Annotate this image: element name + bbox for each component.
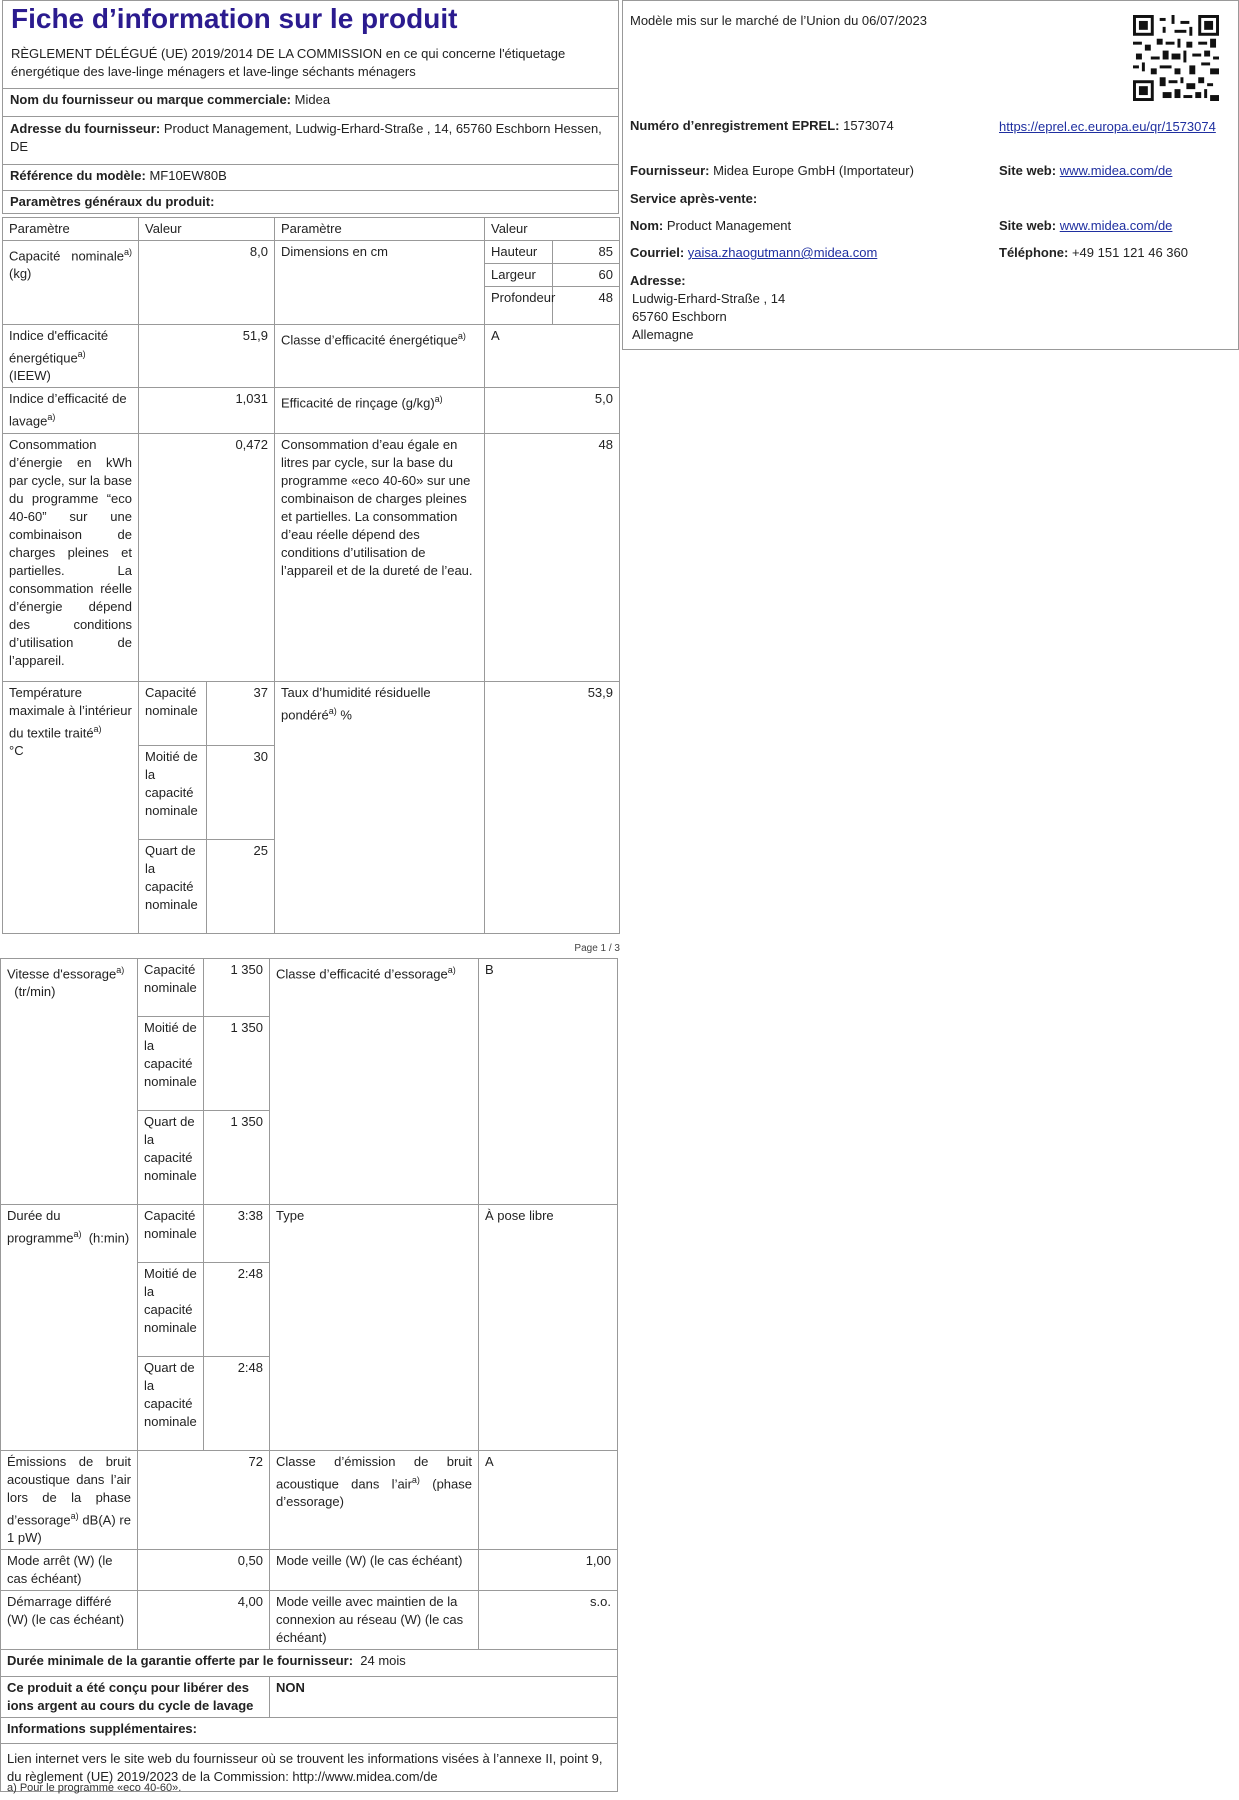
table-row [1, 1205, 618, 1263]
width-label: Largeur [485, 264, 553, 287]
load-quarter: Quart de la capacité nominale [139, 839, 207, 933]
load-half: Moitié de la capacité nominale [138, 1263, 204, 1357]
spin-half: 1 350 [204, 1017, 270, 1111]
water-cons-value: 48 [485, 433, 620, 681]
regulation-text: RÈGLEMENT DÉLÉGUÉ (UE) 2019/2014 DE LA COMMISSION en ce qui concerne l'étiquetage énergétique des lave-linge ménagers et lave-linge séchants ménagers [11, 46, 566, 79]
model-ref-row [3, 164, 618, 190]
load-full: Capacité nominale [138, 1205, 204, 1263]
model-ref-label: Référence du modèle: [10, 168, 146, 183]
supplier-address: Product Management, Ludwig-Erhard-Straße , 14, 65760 Eschborn Hessen, DE [10, 121, 602, 154]
height-value: 85 [553, 241, 620, 264]
website-link[interactable]: www.midea.com/de [1059, 163, 1173, 178]
type-value: À pose libre [479, 1205, 618, 1451]
duration-full: 3:38 [204, 1205, 270, 1263]
noise-class-label: Classe d’émission de bruit acoustique dans l’air [276, 1454, 472, 1492]
standby-value: 1,00 [479, 1550, 618, 1591]
spin-quarter: 1 350 [204, 1111, 270, 1205]
params-table-1 [2, 217, 620, 934]
supplier-address-label: Adresse du fournisseur: [10, 121, 161, 136]
rinsing-value: 5,0 [485, 388, 620, 433]
spin-unit: (tr/min) [14, 984, 56, 1000]
width-value: 60 [553, 264, 620, 287]
temp-half: 30 [207, 745, 275, 839]
eprel-row [630, 118, 1000, 133]
energy-class-label: Classe d’efficacité énergétique [281, 332, 458, 348]
eei-value: 51,9 [139, 325, 275, 388]
aftersales-label: Service après-vente: [630, 191, 758, 206]
eei-sub: (IEEW) [9, 368, 51, 384]
supplier-name-label: Nom du fournisseur ou marque commerciale: [10, 92, 292, 107]
temp-quarter: 25 [207, 839, 275, 933]
supplier-name-row [3, 88, 618, 116]
supplier-address-row [3, 116, 618, 164]
eprel-number: 1573074 [843, 118, 894, 133]
network-value: s.o. [479, 1591, 618, 1650]
supplier-value: Midea Europe GmbH (Importateur) [713, 163, 914, 178]
general-params-label: Paramètres généraux du produit: [10, 194, 215, 209]
footnote-marker: a) [123, 247, 132, 257]
warranty-label: Durée minimale de la garantie offerte par le fournisseur: [7, 1653, 354, 1669]
noise-class-cell [270, 1451, 479, 1550]
spin-class-cell [270, 959, 479, 1205]
off-value: 0,50 [138, 1550, 270, 1591]
type-label: Type [270, 1205, 479, 1451]
phone-value: +49 151 121 46 360 [1071, 245, 1188, 260]
energy-class-cell [275, 325, 485, 388]
washing-index-label: Indice d’efficacité de lavage [9, 391, 127, 429]
network-label: Mode veille avec maintien de la connexion au réseau (W) (le cas échéant) [270, 1591, 479, 1650]
market-date: Modèle mis sur le marché de l’Union du 06/07/2023 [630, 13, 928, 28]
table-row [3, 388, 620, 433]
name-row [630, 218, 1000, 233]
humidity-cell [275, 681, 485, 933]
table-row [3, 241, 620, 264]
load-quarter: Quart de la capacité nominale [138, 1357, 204, 1451]
footnote-marker: a) [328, 705, 337, 716]
energy-class-value: A [485, 325, 620, 388]
duration-unit: (h:min) [88, 1230, 130, 1246]
energy-cons-value: 0,472 [139, 433, 275, 681]
spin-class-value: B [479, 959, 618, 1205]
eprel-link[interactable]: https://eprel.ec.europa.eu/qr/1573074 [999, 119, 1216, 134]
noise-class-value: A [479, 1451, 618, 1550]
capacity-cell [3, 241, 139, 325]
email-row [630, 245, 1000, 260]
duration-cell [1, 1205, 138, 1451]
water-cons-label: Consommation d’eau égale en litres par cycle, sur la base du programme «eco 40-60» sur une combinaison de charges pleines et partielles. La consommation d’eau réelle dépend des conditions d’utilisation de l’appareil et de la dureté de l’eau. [275, 433, 485, 681]
load-full: Capacité nominale [138, 959, 204, 1017]
capacity-value: 8,0 [139, 241, 275, 325]
params-table-2 [0, 958, 618, 1792]
table-row [1, 1591, 618, 1650]
page-number: Page 1 / 3 [574, 943, 620, 954]
max-temp-cell [3, 681, 139, 933]
supplier-link-text: Lien internet vers le site web du fournisseur où se trouvent les informations visées à l’annexe II, point 9, du règlement (UE) 2019/2023 de la Commission: http://www.midea.com/de [1, 1744, 618, 1792]
table-row [3, 433, 620, 681]
eprel-label: Numéro d’enregistrement EPREL: [630, 118, 840, 133]
noise-unit: dB(A) re 1 pW) [7, 1512, 131, 1546]
header-block [2, 0, 619, 214]
table-header-row [3, 218, 620, 241]
website-link-2[interactable]: www.midea.com/de [1059, 218, 1173, 233]
depth-value: 48 [553, 287, 620, 325]
phone-row [999, 245, 1234, 260]
footnote-marker: a) [447, 965, 456, 975]
address-line-2: 65760 Eschborn [632, 309, 727, 324]
footnote-marker: a) [434, 394, 443, 405]
footnote-marker: a) [93, 723, 102, 734]
registration-box [622, 0, 1239, 350]
col-value-2: Valeur [485, 218, 620, 241]
website-label: Site web: [999, 163, 1057, 178]
table-row [1, 1718, 618, 1744]
humidity-label: Taux d’humidité résiduelle pondéré [281, 684, 431, 722]
table-row [1, 1650, 618, 1677]
table-row [1, 959, 618, 1017]
address-line-1: Ludwig-Erhard-Straße , 14 [632, 291, 786, 306]
duration-quarter: 2:48 [204, 1357, 270, 1451]
max-temp-unit: °C [9, 742, 24, 758]
rinsing-label: Efficacité de rinçage (g/kg) [281, 395, 435, 411]
table-row [1, 1550, 618, 1591]
delay-value: 4,00 [138, 1591, 270, 1650]
spin-class-label: Classe d’efficacité d’essorage [276, 966, 448, 982]
supplier-name: Midea [294, 92, 331, 107]
footnote-marker: a) [116, 965, 125, 975]
rinsing-cell [275, 388, 485, 433]
silver-label: Ce produit a été conçu pour libérer des ions argent au cours du cycle de lavage [1, 1677, 270, 1718]
address-line-3: Allemagne [632, 327, 694, 342]
duration-label: Durée du programme [7, 1208, 74, 1246]
col-param-2: Paramètre [275, 218, 485, 241]
load-full: Capacité nominale [139, 681, 207, 745]
website-label-2: Site web: [999, 218, 1057, 233]
noise-class-suffix: (phase d’essorage) [276, 1476, 472, 1510]
footnote-marker: a) [73, 1229, 82, 1239]
spin-cell [1, 959, 138, 1205]
height-label: Hauteur [485, 241, 553, 264]
table-row [1, 1451, 618, 1550]
standby-label: Mode veille (W) (le cas échéant) [270, 1550, 479, 1591]
depth-label: Profondeur [485, 287, 553, 325]
col-param: Paramètre [3, 218, 139, 241]
qr-code-icon[interactable] [1133, 15, 1219, 101]
website-row-2 [999, 218, 1229, 233]
footnote: a) Pour le programme «eco 40-60». [7, 1782, 182, 1794]
phone-label: Téléphone: [999, 245, 1069, 260]
noise-value: 72 [138, 1451, 270, 1550]
temp-full: 37 [207, 681, 275, 745]
footnote-marker: a) [47, 412, 56, 423]
spin-full: 1 350 [204, 959, 270, 1017]
energy-cons-label: Consommation d’énergie en kWh par cycle, sur la base du programme “eco 40-60” sur une combinaison de charges pleines et partielles. La consommation réelle d’énergie dépend des conditions d’utilisation de l’appareil. [3, 433, 139, 681]
address-label: Adresse: [630, 273, 686, 288]
max-temp-label: Température maximale à l’intérieur du textile traité [9, 684, 132, 740]
email-link[interactable]: yaisa.zhaogutmann@midea.com [687, 245, 878, 260]
eei-label: Indice d'efficacité énergétique [9, 328, 109, 366]
table-row [3, 325, 620, 388]
load-half: Moitié de la capacité nominale [139, 745, 207, 839]
humidity-value: 53,9 [485, 681, 620, 933]
model-ref: MF10EW80B [149, 168, 227, 183]
spin-label: Vitesse d'essorage [7, 966, 117, 982]
supplier-label: Fournisseur: [630, 163, 710, 178]
footnote-marker: a) [457, 331, 466, 341]
delay-label: Démarrage différé (W) (le cas échéant) [1, 1591, 138, 1650]
dimensions-label: Dimensions en cm [275, 241, 485, 325]
warranty-cell [1, 1650, 618, 1677]
footnote-marker: a) [411, 1475, 420, 1485]
capacity-unit: (kg) [9, 266, 32, 282]
humidity-unit: % [340, 706, 352, 722]
footnote-marker: a) [77, 349, 86, 359]
col-value: Valeur [139, 218, 275, 241]
general-params-row [3, 190, 618, 215]
silver-value: NON [270, 1677, 618, 1718]
duration-half: 2:48 [204, 1263, 270, 1357]
washing-index-cell [3, 388, 139, 433]
capacity-label: Capacité nominale [9, 248, 124, 264]
washing-index-value: 1,031 [139, 388, 275, 433]
table-row [3, 681, 620, 745]
name-value: Product Management [666, 218, 792, 233]
email-label: Courriel: [630, 245, 685, 260]
supplier-row [630, 163, 1000, 178]
table-row [1, 1677, 618, 1718]
load-quarter: Quart de la capacité nominale [138, 1111, 204, 1205]
warranty-value: 24 mois [360, 1653, 406, 1669]
noise-label: Émissions de bruit acoustique dans l’air lors de la phase d’essorage [7, 1454, 131, 1528]
load-half: Moitié de la capacité nominale [138, 1017, 204, 1111]
extra-label: Informations supplémentaires: [1, 1718, 618, 1744]
eei-cell [3, 325, 139, 388]
page-title: Fiche d’information sur le produit [11, 3, 458, 34]
name-label: Nom: [630, 218, 664, 233]
website-row [999, 163, 1229, 178]
off-label: Mode arrêt (W) (le cas échéant) [1, 1550, 138, 1591]
noise-cell [1, 1451, 138, 1550]
footnote-marker: a) [70, 1511, 79, 1521]
